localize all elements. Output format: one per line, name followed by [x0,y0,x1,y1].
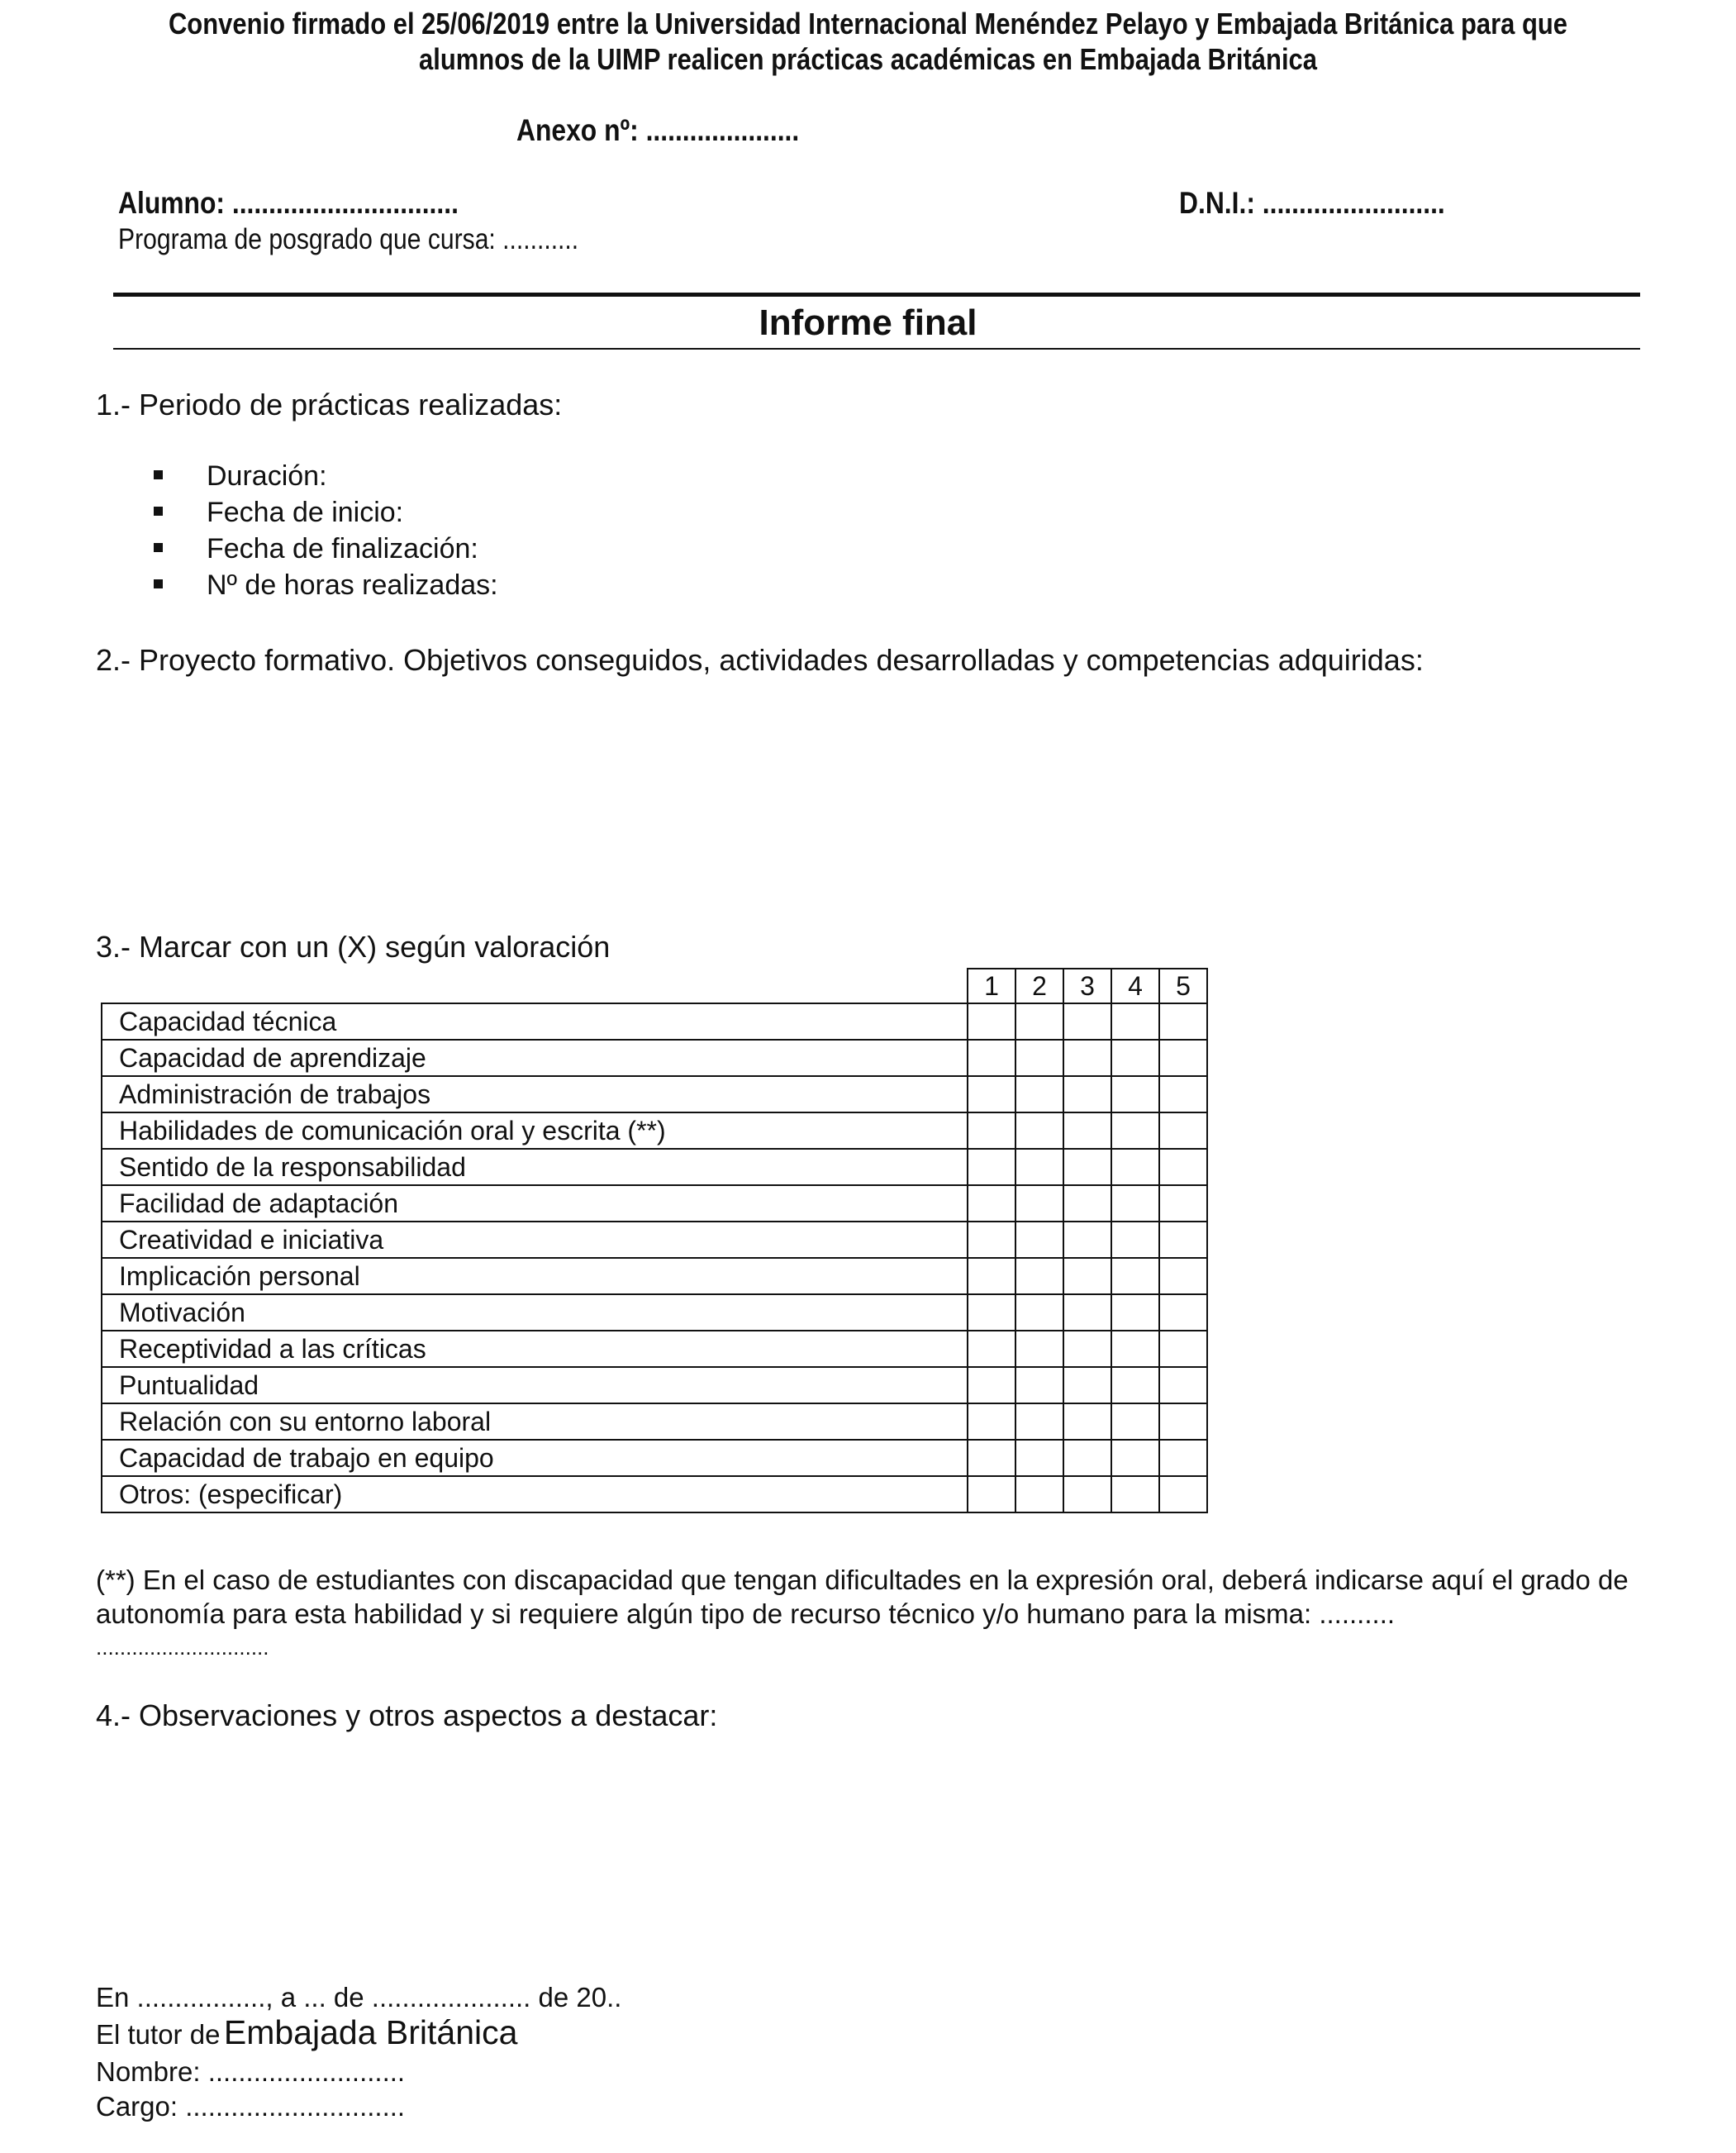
table-corner [102,969,968,1003]
rating-checkbox[interactable] [968,1112,1015,1149]
place-date-line: En ................., a ... de ..................... de 20.. [96,1982,622,2012]
rating-checkbox[interactable] [1063,1331,1111,1367]
criterion-label: Receptividad a las críticas [102,1331,968,1367]
rating-checkbox[interactable] [1111,1149,1159,1185]
rating-checkbox[interactable] [968,1149,1015,1185]
scale-label: 1 [968,969,1015,1003]
rating-checkbox[interactable] [1015,1331,1063,1367]
disability-note-line-2: autonomía para esta habilidad y si requiere algún tipo de recurso técnico y/o humano para la misma: .......... [96,1598,1396,1629]
rating-checkbox[interactable] [1159,1185,1207,1222]
rating-checkbox[interactable] [968,1258,1015,1294]
rating-checkbox[interactable] [1063,1076,1111,1112]
criterion-label: Implicación personal [102,1258,968,1294]
rating-checkbox[interactable] [1063,1222,1111,1258]
rating-checkbox[interactable] [1159,1222,1207,1258]
list-item: Nº de horas realizadas: [154,569,815,606]
rating-checkbox[interactable] [1063,1294,1111,1331]
bullet-icon [154,579,163,588]
table-row [102,1149,1207,1185]
rating-checkbox[interactable] [1159,1440,1207,1476]
section-3-heading: 3.- Marcar con un (X) según valoración [96,930,611,964]
rating-checkbox[interactable] [1159,1112,1207,1149]
rating-checkbox[interactable] [1063,1476,1111,1512]
rating-checkbox[interactable] [968,1294,1015,1331]
rating-checkbox[interactable] [1015,1112,1063,1149]
rating-checkbox[interactable] [968,1403,1015,1440]
dni-field: D.N.I.: ......................... [1179,186,1445,220]
table-row [102,1331,1207,1367]
rating-checkbox[interactable] [968,1040,1015,1076]
rating-checkbox[interactable] [1111,1476,1159,1512]
criterion-label: Puntualidad [102,1367,968,1403]
tutor-prefix: El tutor de [96,2019,221,2050]
criterion-label: Sentido de la responsabilidad [102,1149,968,1185]
table-row [102,1222,1207,1258]
bullet-icon [154,543,163,552]
rating-checkbox[interactable] [1015,1367,1063,1403]
table-row [102,1294,1207,1331]
scale-label: 2 [1015,969,1063,1003]
rating-checkbox[interactable] [1015,1403,1063,1440]
rating-scale-header [102,969,1207,1003]
rating-checkbox[interactable] [1063,1440,1111,1476]
student-name-field: Alumno: ............................... [118,186,459,220]
tutor-organization: Embajada Británica [223,2013,518,2051]
list-item: Fecha de finalización: [154,533,815,569]
table-row [102,1040,1207,1076]
anexo-number: Anexo nº: ..................... [516,113,800,147]
rating-checkbox[interactable] [1111,1003,1159,1040]
postgrad-program-field: Programa de posgrado que cursa: ........... [118,223,579,255]
rating-checkbox[interactable] [1015,1222,1063,1258]
rating-checkbox[interactable] [1063,1149,1111,1185]
table-row [102,1258,1207,1294]
criterion-label: Relación con su entorno laboral [102,1403,968,1440]
rating-checkbox[interactable] [1159,1258,1207,1294]
title-rule-top [113,293,1640,297]
section-1-heading: 1.- Periodo de prácticas realizadas: [96,388,563,422]
rating-table [101,968,1208,1513]
criterion-label: Capacidad de aprendizaje [102,1040,968,1076]
rating-checkbox[interactable] [1015,1294,1063,1331]
rating-checkbox[interactable] [968,1476,1015,1512]
table-row [102,1112,1207,1149]
rating-checkbox[interactable] [1111,1440,1159,1476]
rating-checkbox[interactable] [1111,1076,1159,1112]
rating-checkbox[interactable] [1015,1185,1063,1222]
rating-checkbox[interactable] [1015,1076,1063,1112]
rating-checkbox[interactable] [1063,1040,1111,1076]
table-row [102,1403,1207,1440]
disability-note-line-3: ............................. [96,1635,269,1660]
rating-checkbox[interactable] [1015,1149,1063,1185]
tutor-line [96,2013,517,2052]
rating-checkbox[interactable] [1063,1258,1111,1294]
criterion-label: Habilidades de comunicación oral y escrita (**) [102,1112,968,1149]
section-2-heading: 2.- Proyecto formativo. Objetivos conseguidos, actividades desarrolladas y competencias adquiridas: [96,643,1424,677]
rating-checkbox[interactable] [968,1440,1015,1476]
rating-checkbox[interactable] [1159,1003,1207,1040]
internship-period-list [154,460,815,606]
rating-checkbox[interactable] [1111,1258,1159,1294]
rating-checkbox[interactable] [968,1222,1015,1258]
criterion-label: Capacidad técnica [102,1003,968,1040]
rating-checkbox[interactable] [1111,1040,1159,1076]
rating-checkbox[interactable] [1159,1367,1207,1403]
rating-checkbox[interactable] [968,1367,1015,1403]
rating-checkbox[interactable] [1015,1440,1063,1476]
rating-checkbox[interactable] [1111,1403,1159,1440]
agreement-title-line-2: alumnos de la UIMP realicen prácticas académicas en Embajada Británica [419,42,1317,76]
agreement-title-line-1: Convenio firmado el 25/06/2019 entre la Universidad Internacional Menéndez Pelayo y Embajada Británica para que [168,7,1568,40]
rating-checkbox[interactable] [1111,1331,1159,1367]
rating-checkbox[interactable] [1015,1003,1063,1040]
disability-note-line-1: (**) En el caso de estudiantes con discapacidad que tengan dificultades en la expresión oral, deberá indicarse aquí el grado de [96,1565,1629,1595]
rating-checkbox[interactable] [1063,1003,1111,1040]
rating-checkbox[interactable] [968,1331,1015,1367]
rating-checkbox[interactable] [1159,1076,1207,1112]
table-row [102,1076,1207,1112]
rating-checkbox[interactable] [1063,1367,1111,1403]
rating-checkbox[interactable] [1111,1185,1159,1222]
rating-checkbox[interactable] [1159,1040,1207,1076]
rating-checkbox[interactable] [1111,1294,1159,1331]
rating-checkbox[interactable] [1015,1476,1063,1512]
criterion-label: Administración de trabajos [102,1076,968,1112]
rating-checkbox[interactable] [1063,1185,1111,1222]
table-row [102,1440,1207,1476]
criterion-label: Creatividad e iniciativa [102,1222,968,1258]
scale-label: 3 [1063,969,1111,1003]
rating-checkbox[interactable] [1063,1112,1111,1149]
rating-checkbox[interactable] [968,1003,1015,1040]
rating-checkbox[interactable] [1015,1040,1063,1076]
list-item: Fecha de inicio: [154,497,815,533]
table-row [102,1367,1207,1403]
table-row [102,1476,1207,1512]
criterion-label: Facilidad de adaptación [102,1185,968,1222]
rating-checkbox[interactable] [1159,1331,1207,1367]
tutor-position-field: Cargo: ............................. [96,2091,406,2122]
rating-checkbox[interactable] [1159,1403,1207,1440]
rating-checkbox[interactable] [1111,1222,1159,1258]
rating-checkbox[interactable] [1111,1112,1159,1149]
bullet-icon [154,470,163,479]
criterion-label: Otros: (especificar) [102,1476,968,1512]
rating-checkbox[interactable] [1159,1476,1207,1512]
list-item: Duración: [154,460,815,497]
scale-label: 4 [1111,969,1159,1003]
criterion-label: Motivación [102,1294,968,1331]
criterion-label: Capacidad de trabajo en equipo [102,1440,968,1476]
rating-checkbox[interactable] [1159,1149,1207,1185]
report-title: Informe final [759,302,977,343]
tutor-name-field: Nombre: .......................... [96,2056,406,2087]
rating-checkbox[interactable] [1159,1294,1207,1331]
rating-checkbox[interactable] [1111,1367,1159,1403]
section-4-heading: 4.- Observaciones y otros aspectos a destacar: [96,1698,718,1732]
rating-checkbox[interactable] [1063,1403,1111,1440]
title-rule-bottom [113,348,1640,350]
bullet-icon [154,507,163,516]
rating-checkbox[interactable] [968,1076,1015,1112]
scale-label: 5 [1159,969,1207,1003]
rating-checkbox[interactable] [1015,1258,1063,1294]
table-row [102,1185,1207,1222]
table-row [102,1003,1207,1040]
rating-checkbox[interactable] [968,1185,1015,1222]
